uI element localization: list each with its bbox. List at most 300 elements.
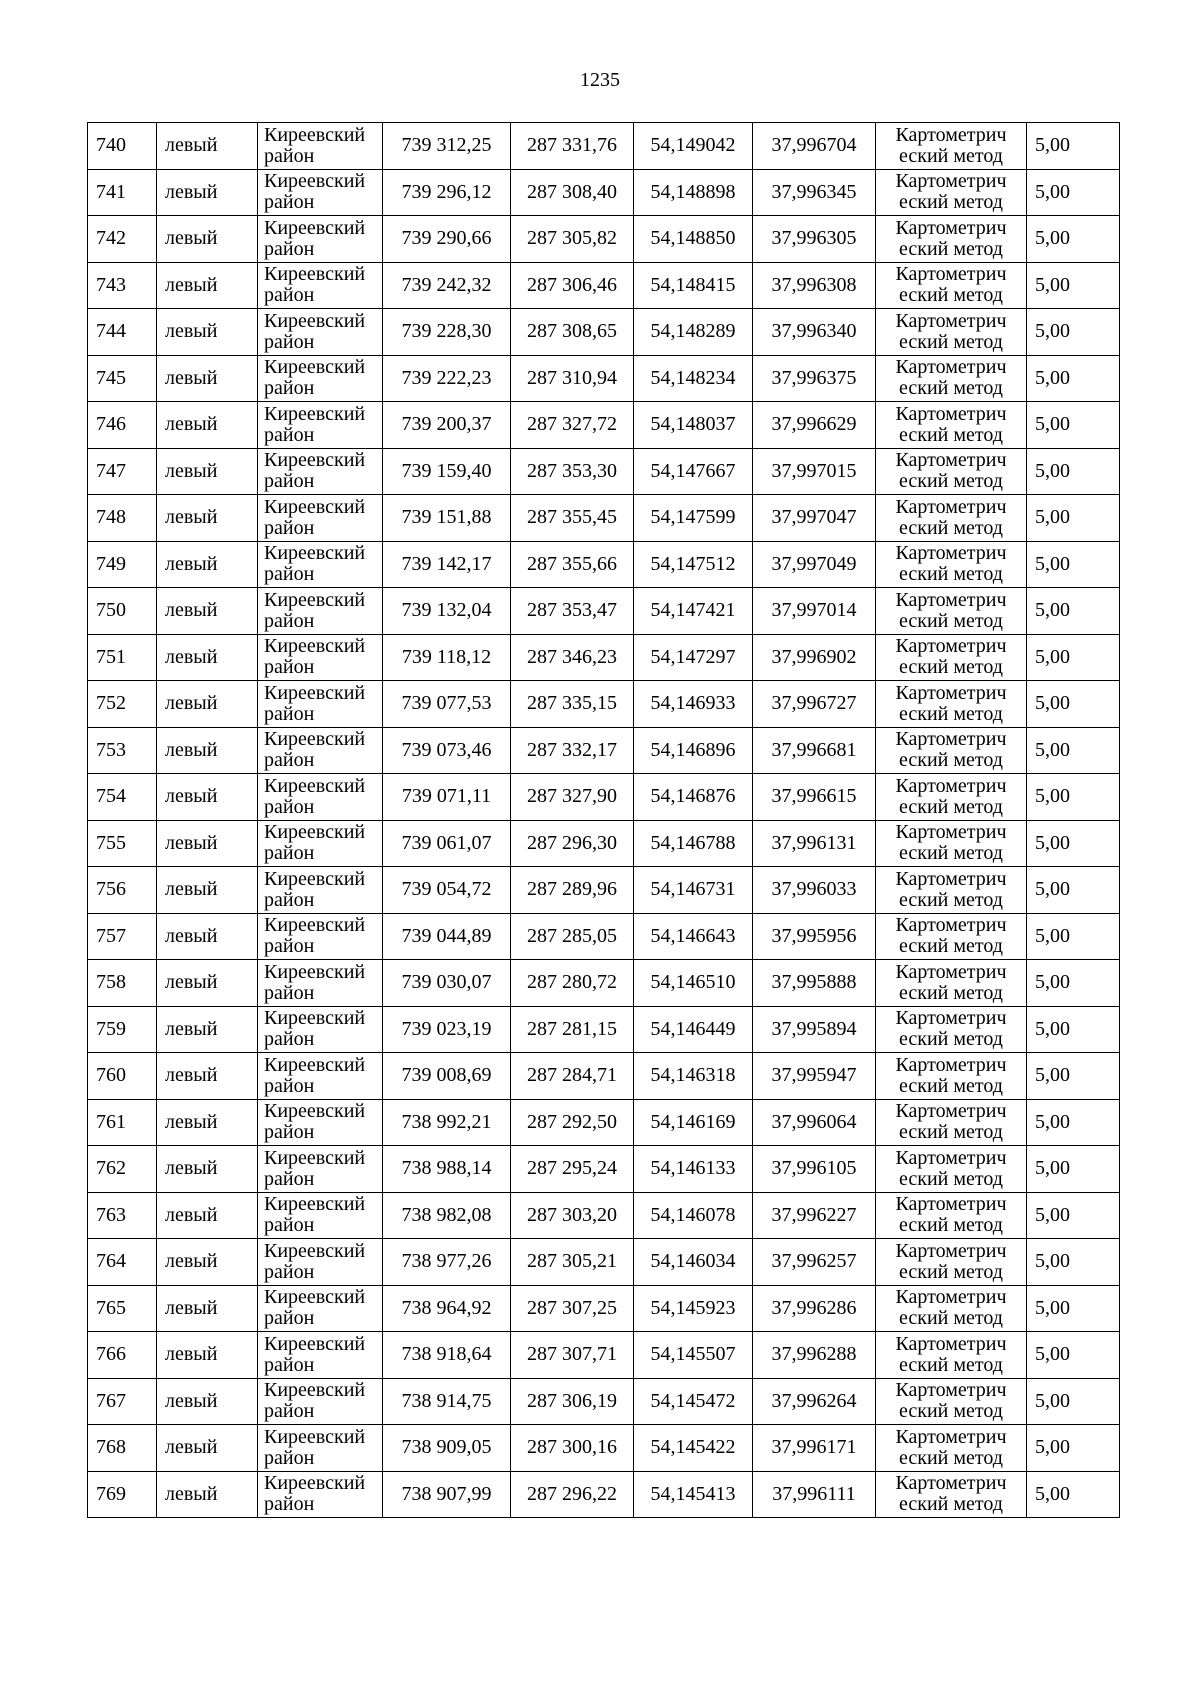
accuracy-cell: 5,00 [1027, 1053, 1120, 1100]
method-cell-line-1: Картометрич [895, 728, 1007, 751]
bank-side-cell: левый [157, 169, 258, 216]
coord-y-cell: 287 332,17 [511, 727, 634, 774]
method-cell [876, 541, 1027, 588]
accuracy-cell: 5,00 [1027, 355, 1120, 402]
longitude-cell: 37,996615 [753, 774, 876, 821]
table-row [88, 216, 1120, 263]
method-cell-line-2: еский метод [899, 1260, 1003, 1283]
coord-y-cell: 287 308,40 [511, 169, 634, 216]
bank-side-cell: левый [157, 448, 258, 495]
point-number-cell: 745 [88, 355, 157, 402]
district-cell [258, 960, 383, 1007]
latitude-cell: 54,145472 [634, 1378, 753, 1425]
point-number-cell: 743 [88, 262, 157, 309]
district-cell [258, 1099, 383, 1146]
method-cell [876, 1332, 1027, 1379]
accuracy-cell: 5,00 [1027, 774, 1120, 821]
longitude-cell: 37,996308 [753, 262, 876, 309]
accuracy-cell: 5,00 [1027, 867, 1120, 914]
accuracy-cell: 5,00 [1027, 448, 1120, 495]
method-cell [876, 820, 1027, 867]
coord-x-cell: 739 200,37 [383, 402, 511, 449]
district-cell-line-2: район [264, 749, 315, 772]
point-number-cell: 763 [88, 1192, 157, 1239]
table-row [88, 1285, 1120, 1332]
point-number-cell: 762 [88, 1146, 157, 1193]
method-cell [876, 355, 1027, 402]
longitude-cell: 37,996288 [753, 1332, 876, 1379]
point-number-cell: 756 [88, 867, 157, 914]
accuracy-cell: 5,00 [1027, 588, 1120, 635]
accuracy-cell: 5,00 [1027, 634, 1120, 681]
district-cell-line-1: Киреевский [264, 681, 366, 704]
district-cell-line-1: Киреевский [264, 542, 366, 565]
district-cell-line-2: район [264, 1493, 315, 1516]
coord-x-cell: 739 054,72 [383, 867, 511, 914]
district-cell-line-1: Киреевский [264, 1146, 366, 1169]
coord-x-cell: 739 008,69 [383, 1053, 511, 1100]
district-cell [258, 774, 383, 821]
table-row [88, 1378, 1120, 1425]
table-row [88, 541, 1120, 588]
table-row [88, 1239, 1120, 1286]
point-number-cell: 769 [88, 1471, 157, 1518]
method-cell [876, 681, 1027, 728]
district-cell [258, 681, 383, 728]
coord-x-cell: 739 061,07 [383, 820, 511, 867]
coord-y-cell: 287 300,16 [511, 1425, 634, 1472]
accuracy-cell: 5,00 [1027, 913, 1120, 960]
latitude-cell: 54,145923 [634, 1285, 753, 1332]
latitude-cell: 54,148850 [634, 216, 753, 263]
coord-x-cell: 738 988,14 [383, 1146, 511, 1193]
method-cell [876, 1053, 1027, 1100]
method-cell-line-2: еский метод [899, 888, 1003, 911]
latitude-cell: 54,148898 [634, 169, 753, 216]
district-cell-line-1: Киреевский [264, 728, 366, 751]
latitude-cell: 54,147297 [634, 634, 753, 681]
method-cell-line-1: Картометрич [895, 402, 1007, 425]
latitude-cell: 54,145413 [634, 1471, 753, 1518]
table-row [88, 402, 1120, 449]
district-cell-line-1: Киреевский [264, 123, 366, 146]
district-cell [258, 588, 383, 635]
accuracy-cell: 5,00 [1027, 262, 1120, 309]
district-cell-line-1: Киреевский [264, 960, 366, 983]
point-number-cell: 746 [88, 402, 157, 449]
latitude-cell: 54,147512 [634, 541, 753, 588]
district-cell-line-2: район [264, 656, 315, 679]
district-cell-line-2: район [264, 1074, 315, 1097]
method-cell-line-1: Картометрич [895, 1379, 1007, 1402]
coord-y-cell: 287 307,71 [511, 1332, 634, 1379]
bank-side-cell: левый [157, 727, 258, 774]
method-cell-line-2: еский метод [899, 284, 1003, 307]
latitude-cell: 54,148289 [634, 309, 753, 356]
table-row [88, 1146, 1120, 1193]
method-cell [876, 123, 1027, 170]
table-row [88, 1006, 1120, 1053]
longitude-cell: 37,996305 [753, 216, 876, 263]
table-row [88, 820, 1120, 867]
longitude-cell: 37,996227 [753, 1192, 876, 1239]
method-cell-line-2: еский метод [899, 1074, 1003, 1097]
method-cell [876, 309, 1027, 356]
longitude-cell: 37,996340 [753, 309, 876, 356]
table-body [88, 123, 1120, 1518]
accuracy-cell: 5,00 [1027, 402, 1120, 449]
district-cell-line-1: Киреевский [264, 588, 366, 611]
longitude-cell: 37,996286 [753, 1285, 876, 1332]
coord-y-cell: 287 295,24 [511, 1146, 634, 1193]
table-row [88, 727, 1120, 774]
method-cell-line-2: еский метод [899, 749, 1003, 772]
coord-y-cell: 287 355,45 [511, 495, 634, 542]
accuracy-cell: 5,00 [1027, 169, 1120, 216]
district-cell [258, 1006, 383, 1053]
point-number-cell: 750 [88, 588, 157, 635]
district-cell [258, 541, 383, 588]
latitude-cell: 54,146876 [634, 774, 753, 821]
bank-side-cell: левый [157, 1053, 258, 1100]
district-cell-line-1: Киреевский [264, 867, 366, 890]
table-row [88, 309, 1120, 356]
longitude-cell: 37,995894 [753, 1006, 876, 1053]
coord-y-cell: 287 306,19 [511, 1378, 634, 1425]
accuracy-cell: 5,00 [1027, 541, 1120, 588]
accuracy-cell: 5,00 [1027, 960, 1120, 1007]
point-number-cell: 744 [88, 309, 157, 356]
coord-y-cell: 287 305,21 [511, 1239, 634, 1286]
method-cell-line-2: еский метод [899, 330, 1003, 353]
longitude-cell: 37,995947 [753, 1053, 876, 1100]
method-cell [876, 1285, 1027, 1332]
longitude-cell: 37,996111 [753, 1471, 876, 1518]
district-cell-line-1: Киреевский [264, 1239, 366, 1262]
method-cell-line-1: Картометрич [895, 914, 1007, 937]
coord-x-cell: 738 907,99 [383, 1471, 511, 1518]
coord-x-cell: 738 964,92 [383, 1285, 511, 1332]
district-cell [258, 262, 383, 309]
district-cell-line-2: район [264, 935, 315, 958]
method-cell [876, 1192, 1027, 1239]
latitude-cell: 54,146169 [634, 1099, 753, 1146]
bank-side-cell: левый [157, 1146, 258, 1193]
district-cell-line-1: Киреевский [264, 635, 366, 658]
accuracy-cell: 5,00 [1027, 216, 1120, 263]
coord-x-cell: 739 290,66 [383, 216, 511, 263]
district-cell-line-2: район [264, 702, 315, 725]
accuracy-cell: 5,00 [1027, 681, 1120, 728]
bank-side-cell: левый [157, 262, 258, 309]
bank-side-cell: левый [157, 216, 258, 263]
table-row [88, 867, 1120, 914]
latitude-cell: 54,146133 [634, 1146, 753, 1193]
coord-y-cell: 287 355,66 [511, 541, 634, 588]
district-cell-line-1: Киреевский [264, 449, 366, 472]
district-cell-line-2: район [264, 795, 315, 818]
method-cell-line-1: Картометрич [895, 123, 1007, 146]
method-cell [876, 1239, 1027, 1286]
district-cell-line-1: Киреевский [264, 1286, 366, 1309]
method-cell-line-2: еский метод [899, 237, 1003, 260]
coord-x-cell: 738 918,64 [383, 1332, 511, 1379]
table-row [88, 1425, 1120, 1472]
bank-side-cell: левый [157, 402, 258, 449]
point-number-cell: 740 [88, 123, 157, 170]
bank-side-cell: левый [157, 1425, 258, 1472]
method-cell [876, 495, 1027, 542]
district-cell-line-1: Киреевский [264, 1425, 366, 1448]
district-cell [258, 820, 383, 867]
longitude-cell: 37,995888 [753, 960, 876, 1007]
coord-y-cell: 287 327,90 [511, 774, 634, 821]
longitude-cell: 37,996131 [753, 820, 876, 867]
method-cell-line-2: еский метод [899, 842, 1003, 865]
point-number-cell: 755 [88, 820, 157, 867]
coord-y-cell: 287 307,25 [511, 1285, 634, 1332]
bank-side-cell: левый [157, 355, 258, 402]
method-cell-line-2: еский метод [899, 656, 1003, 679]
longitude-cell: 37,996681 [753, 727, 876, 774]
method-cell-line-2: еский метод [899, 377, 1003, 400]
accuracy-cell: 5,00 [1027, 1378, 1120, 1425]
accuracy-cell: 5,00 [1027, 1425, 1120, 1472]
method-cell-line-2: еский метод [899, 1353, 1003, 1376]
district-cell-line-2: район [264, 1307, 315, 1330]
longitude-cell: 37,996704 [753, 123, 876, 170]
district-cell [258, 1425, 383, 1472]
coord-y-cell: 287 296,22 [511, 1471, 634, 1518]
page-number: 1235 [580, 69, 620, 91]
bank-side-cell: левый [157, 541, 258, 588]
method-cell [876, 262, 1027, 309]
longitude-cell: 37,996264 [753, 1378, 876, 1425]
point-number-cell: 766 [88, 1332, 157, 1379]
coord-x-cell: 738 909,05 [383, 1425, 511, 1472]
latitude-cell: 54,146933 [634, 681, 753, 728]
method-cell-line-1: Картометрич [895, 170, 1007, 193]
point-number-cell: 767 [88, 1378, 157, 1425]
longitude-cell: 37,996064 [753, 1099, 876, 1146]
point-number-cell: 759 [88, 1006, 157, 1053]
district-cell-line-2: район [264, 1028, 315, 1051]
table-row [88, 123, 1120, 170]
district-cell-line-2: район [264, 377, 315, 400]
accuracy-cell: 5,00 [1027, 309, 1120, 356]
longitude-cell: 37,997014 [753, 588, 876, 635]
district-cell [258, 448, 383, 495]
point-number-cell: 761 [88, 1099, 157, 1146]
district-cell-line-1: Киреевский [264, 1193, 366, 1216]
table-row [88, 495, 1120, 542]
coord-x-cell: 739 296,12 [383, 169, 511, 216]
method-cell [876, 588, 1027, 635]
accuracy-cell: 5,00 [1027, 1099, 1120, 1146]
district-cell [258, 1192, 383, 1239]
district-cell-line-2: район [264, 1167, 315, 1190]
point-number-cell: 741 [88, 169, 157, 216]
coord-x-cell: 738 982,08 [383, 1192, 511, 1239]
district-cell-line-1: Киреевский [264, 216, 366, 239]
latitude-cell: 54,148415 [634, 262, 753, 309]
method-cell [876, 774, 1027, 821]
latitude-cell: 54,148037 [634, 402, 753, 449]
longitude-cell: 37,997015 [753, 448, 876, 495]
method-cell-line-2: еский метод [899, 470, 1003, 493]
district-cell [258, 402, 383, 449]
district-cell [258, 355, 383, 402]
district-cell-line-1: Киреевский [264, 263, 366, 286]
bank-side-cell: левый [157, 123, 258, 170]
table-row [88, 1099, 1120, 1146]
latitude-cell: 54,147599 [634, 495, 753, 542]
longitude-cell: 37,995956 [753, 913, 876, 960]
method-cell-line-2: еский метод [899, 609, 1003, 632]
latitude-cell: 54,146788 [634, 820, 753, 867]
method-cell-line-1: Картометрич [895, 1100, 1007, 1123]
coord-x-cell: 739 077,53 [383, 681, 511, 728]
district-cell-line-2: район [264, 1260, 315, 1283]
method-cell-line-2: еский метод [899, 702, 1003, 725]
coord-y-cell: 287 306,46 [511, 262, 634, 309]
latitude-cell: 54,146449 [634, 1006, 753, 1053]
latitude-cell: 54,146643 [634, 913, 753, 960]
accuracy-cell: 5,00 [1027, 1471, 1120, 1518]
district-cell-line-1: Киреевский [264, 356, 366, 379]
latitude-cell: 54,146510 [634, 960, 753, 1007]
coord-x-cell: 739 023,19 [383, 1006, 511, 1053]
coord-y-cell: 287 303,20 [511, 1192, 634, 1239]
district-cell [258, 727, 383, 774]
district-cell [258, 309, 383, 356]
latitude-cell: 54,146034 [634, 1239, 753, 1286]
accuracy-cell: 5,00 [1027, 1285, 1120, 1332]
table-row [88, 1471, 1120, 1518]
coord-y-cell: 287 285,05 [511, 913, 634, 960]
district-cell-line-1: Киреевский [264, 1007, 366, 1030]
coord-x-cell: 739 142,17 [383, 541, 511, 588]
district-cell [258, 867, 383, 914]
coord-y-cell: 287 353,30 [511, 448, 634, 495]
method-cell-line-2: еский метод [899, 423, 1003, 446]
method-cell [876, 1425, 1027, 1472]
method-cell [876, 1099, 1027, 1146]
method-cell-line-1: Картометрич [895, 449, 1007, 472]
method-cell [876, 169, 1027, 216]
accuracy-cell: 5,00 [1027, 1239, 1120, 1286]
coord-y-cell: 287 281,15 [511, 1006, 634, 1053]
district-cell-line-2: район [264, 1400, 315, 1423]
method-cell-line-1: Картометрич [895, 681, 1007, 704]
method-cell [876, 448, 1027, 495]
method-cell [876, 1146, 1027, 1193]
accuracy-cell: 5,00 [1027, 727, 1120, 774]
point-number-cell: 768 [88, 1425, 157, 1472]
method-cell-line-1: Картометрич [895, 774, 1007, 797]
point-number-cell: 754 [88, 774, 157, 821]
accuracy-cell: 5,00 [1027, 123, 1120, 170]
bank-side-cell: левый [157, 1006, 258, 1053]
accuracy-cell: 5,00 [1027, 1192, 1120, 1239]
district-cell-line-1: Киреевский [264, 914, 366, 937]
point-number-cell: 757 [88, 913, 157, 960]
district-cell-line-2: район [264, 981, 315, 1004]
coord-x-cell: 738 914,75 [383, 1378, 511, 1425]
district-cell-line-1: Киреевский [264, 1472, 366, 1495]
point-number-cell: 752 [88, 681, 157, 728]
method-cell-line-1: Картометрич [895, 867, 1007, 890]
accuracy-cell: 5,00 [1027, 820, 1120, 867]
table-row [88, 169, 1120, 216]
accuracy-cell: 5,00 [1027, 1006, 1120, 1053]
district-cell-line-1: Киреевский [264, 309, 366, 332]
method-cell [876, 634, 1027, 681]
point-number-cell: 758 [88, 960, 157, 1007]
district-cell-line-2: район [264, 470, 315, 493]
method-cell-line-1: Картометрич [895, 1007, 1007, 1030]
coord-x-cell: 739 118,12 [383, 634, 511, 681]
coord-x-cell: 739 044,89 [383, 913, 511, 960]
coord-x-cell: 739 159,40 [383, 448, 511, 495]
district-cell-line-2: район [264, 144, 315, 167]
coord-y-cell: 287 331,76 [511, 123, 634, 170]
method-cell-line-2: еский метод [899, 1028, 1003, 1051]
method-cell-line-2: еский метод [899, 935, 1003, 958]
longitude-cell: 37,996257 [753, 1239, 876, 1286]
coord-y-cell: 287 335,15 [511, 681, 634, 728]
table-row [88, 634, 1120, 681]
district-cell-line-1: Киреевский [264, 821, 366, 844]
point-number-cell: 765 [88, 1285, 157, 1332]
method-cell [876, 216, 1027, 263]
longitude-cell: 37,996345 [753, 169, 876, 216]
coord-y-cell: 287 346,23 [511, 634, 634, 681]
bank-side-cell: левый [157, 681, 258, 728]
longitude-cell: 37,996105 [753, 1146, 876, 1193]
method-cell-line-2: еский метод [899, 1214, 1003, 1237]
table-row [88, 588, 1120, 635]
longitude-cell: 37,996171 [753, 1425, 876, 1472]
district-cell-line-2: район [264, 423, 315, 446]
method-cell-line-1: Картометрич [895, 1239, 1007, 1262]
district-cell-line-1: Киреевский [264, 1379, 366, 1402]
coord-x-cell: 739 073,46 [383, 727, 511, 774]
table-row [88, 262, 1120, 309]
method-cell [876, 727, 1027, 774]
table-row [88, 1192, 1120, 1239]
district-cell-line-2: район [264, 237, 315, 260]
bank-side-cell: левый [157, 1471, 258, 1518]
method-cell-line-1: Картометрич [895, 1286, 1007, 1309]
coord-y-cell: 287 280,72 [511, 960, 634, 1007]
method-cell-line-1: Картометрич [895, 495, 1007, 518]
point-number-cell: 747 [88, 448, 157, 495]
method-cell-line-1: Картометрич [895, 1146, 1007, 1169]
method-cell-line-1: Картометрич [895, 960, 1007, 983]
coord-y-cell: 287 327,72 [511, 402, 634, 449]
district-cell [258, 1378, 383, 1425]
district-cell-line-1: Киреевский [264, 1100, 366, 1123]
method-cell-line-2: еский метод [899, 191, 1003, 214]
latitude-cell: 54,148234 [634, 355, 753, 402]
district-cell-line-1: Киреевский [264, 495, 366, 518]
coord-y-cell: 287 305,82 [511, 216, 634, 263]
coord-x-cell: 739 132,04 [383, 588, 511, 635]
point-number-cell: 742 [88, 216, 157, 263]
method-cell-line-1: Картометрич [895, 1425, 1007, 1448]
bank-side-cell: левый [157, 1239, 258, 1286]
